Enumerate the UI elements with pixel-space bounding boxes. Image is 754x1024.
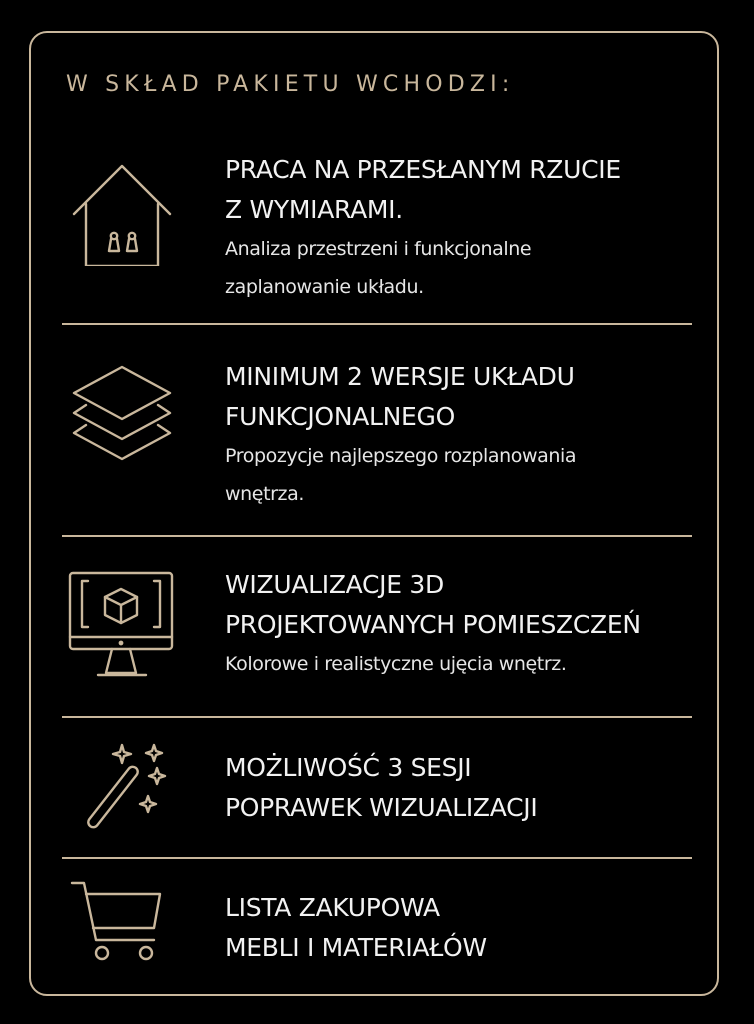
item-title: PRACA NA PRZESŁANYM RZUCIE Z WYMIARAMI. <box>225 155 621 224</box>
item-description: Kolorowe i realistyczne ujęcia wnętrz. <box>225 653 567 675</box>
divider <box>62 535 692 537</box>
item-title: MINIMUM 2 WERSJE UKŁADU FUNKCJONALNEGO <box>225 362 575 431</box>
magic-wand-icon <box>62 740 172 840</box>
item-description: Propozycje najlepszego rozplanowania wnętrza. <box>225 445 577 505</box>
divider <box>62 323 692 325</box>
item-title: LISTA ZAKUPOWA MEBLI I MATERIAŁÓW <box>225 893 487 962</box>
item-title: WIZUALIZACJE 3D PROJEKTOWANYCH POMIESZCZEŃ <box>225 570 641 639</box>
package-heading: W SKŁAD PAKIETU WCHODZI: <box>66 72 515 97</box>
item-title: MOŻLIWOŚĆ 3 SESJI POPRAWEK WIZUALIZACJI <box>225 753 538 822</box>
divider <box>62 716 692 718</box>
monitor-cube-icon <box>62 569 174 681</box>
layers-icon <box>62 361 172 473</box>
divider <box>62 857 692 859</box>
item-description: Analiza przestrzeni i funkcjonalne zaplanowanie układu. <box>225 238 532 298</box>
house-icon <box>62 156 172 266</box>
shopping-cart-icon <box>62 878 172 970</box>
